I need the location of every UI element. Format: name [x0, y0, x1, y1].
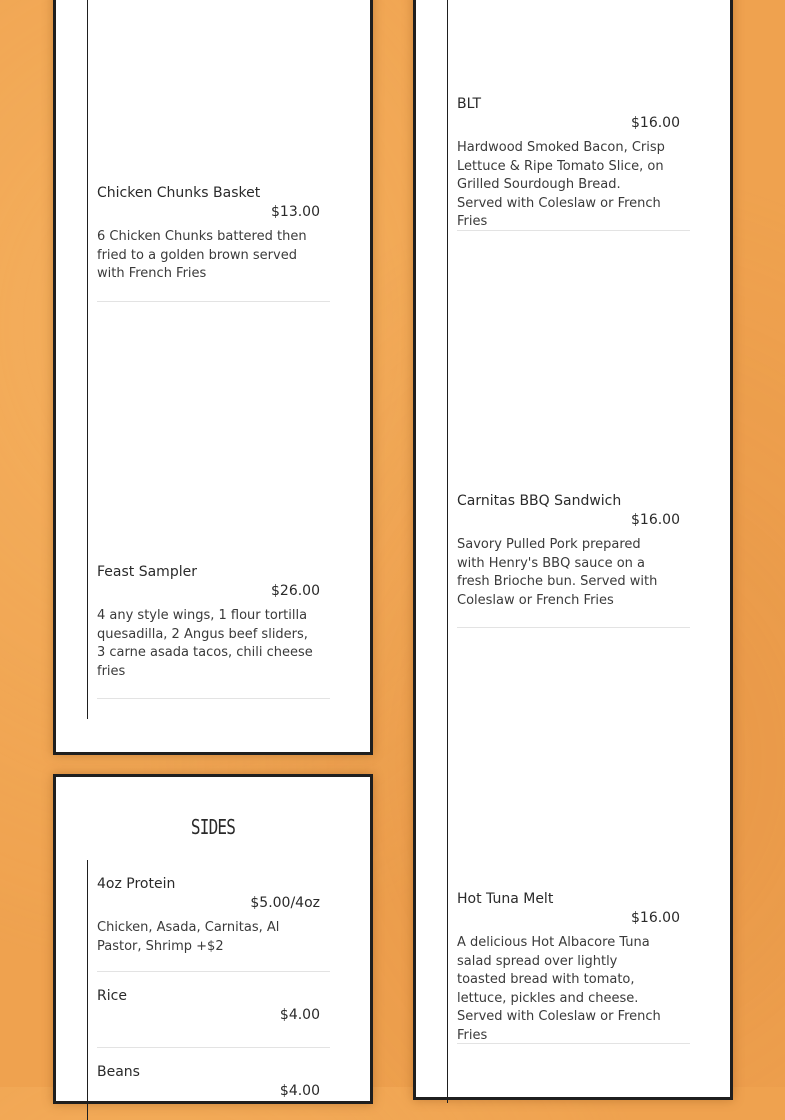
item-price: $4.00: [279, 1083, 320, 1099]
section-title: SIDES: [190, 815, 236, 839]
item-separator: [97, 971, 330, 972]
item-name: BLT: [457, 96, 482, 112]
item-separator: [97, 301, 330, 302]
menu-item[interactable]: [97, 988, 330, 1058]
item-separator: [457, 230, 690, 231]
item-price: $4.00: [279, 1007, 320, 1023]
item-name: 4oz Protein: [97, 876, 176, 892]
item-separator: [97, 1047, 330, 1048]
item-description: 6 Chicken Chunks battered then fried to a golden brown served with French Fries: [97, 229, 307, 281]
item-price: $16.00: [631, 512, 680, 528]
menu-item[interactable]: [457, 891, 690, 1051]
item-description: 4 any style wings, 1 flour tortilla quesadilla, 2 Angus beef sliders, 3 carne asada tacos, chili cheese fries: [97, 608, 313, 679]
item-price: $13.00: [271, 204, 320, 220]
item-separator: [97, 698, 330, 699]
right-menu-card: [413, 0, 733, 1100]
menu-item[interactable]: [97, 564, 330, 704]
item-name: Chicken Chunks Basket: [97, 185, 261, 201]
left-menu-divider: [87, 0, 88, 719]
menu-item[interactable]: [97, 1064, 330, 1114]
item-name: Rice: [97, 988, 127, 1004]
sides-divider: [87, 860, 88, 1120]
item-name: Hot Tuna Melt: [457, 891, 554, 907]
menu-item[interactable]: [457, 96, 690, 236]
menu-item[interactable]: [97, 185, 330, 305]
item-price: $16.00: [631, 910, 680, 926]
left-menu-card: [53, 0, 373, 755]
sides-card: [53, 774, 373, 1104]
item-separator: [457, 1043, 690, 1044]
item-name: Carnitas BBQ Sandwich: [457, 493, 622, 509]
menu-item[interactable]: [97, 876, 330, 976]
item-separator: [457, 627, 690, 628]
item-price: $26.00: [271, 583, 320, 599]
menu-item[interactable]: [457, 493, 690, 633]
item-price: $16.00: [631, 115, 680, 131]
item-name: Beans: [97, 1064, 140, 1080]
item-description: Hardwood Smoked Bacon, Crisp Lettuce & Ripe Tomato Slice, on Grilled Sourdough Bread. Served with Coleslaw or French Fries: [457, 140, 665, 229]
item-price: $5.00/4oz: [250, 895, 320, 911]
item-description: Chicken, Asada, Carnitas, Al Pastor, Shrimp +$2: [97, 920, 280, 954]
item-description: A delicious Hot Albacore Tuna salad spread over lightly toasted bread with tomato, lettuce, pickles and cheese. Served with Coleslaw or French Fries: [457, 935, 661, 1043]
right-menu-divider: [447, 0, 448, 1103]
item-name: Feast Sampler: [97, 564, 197, 580]
item-description: Savory Pulled Pork prepared with Henry's BBQ sauce on a fresh Brioche bun. Served with Coleslaw or French Fries: [457, 537, 658, 608]
